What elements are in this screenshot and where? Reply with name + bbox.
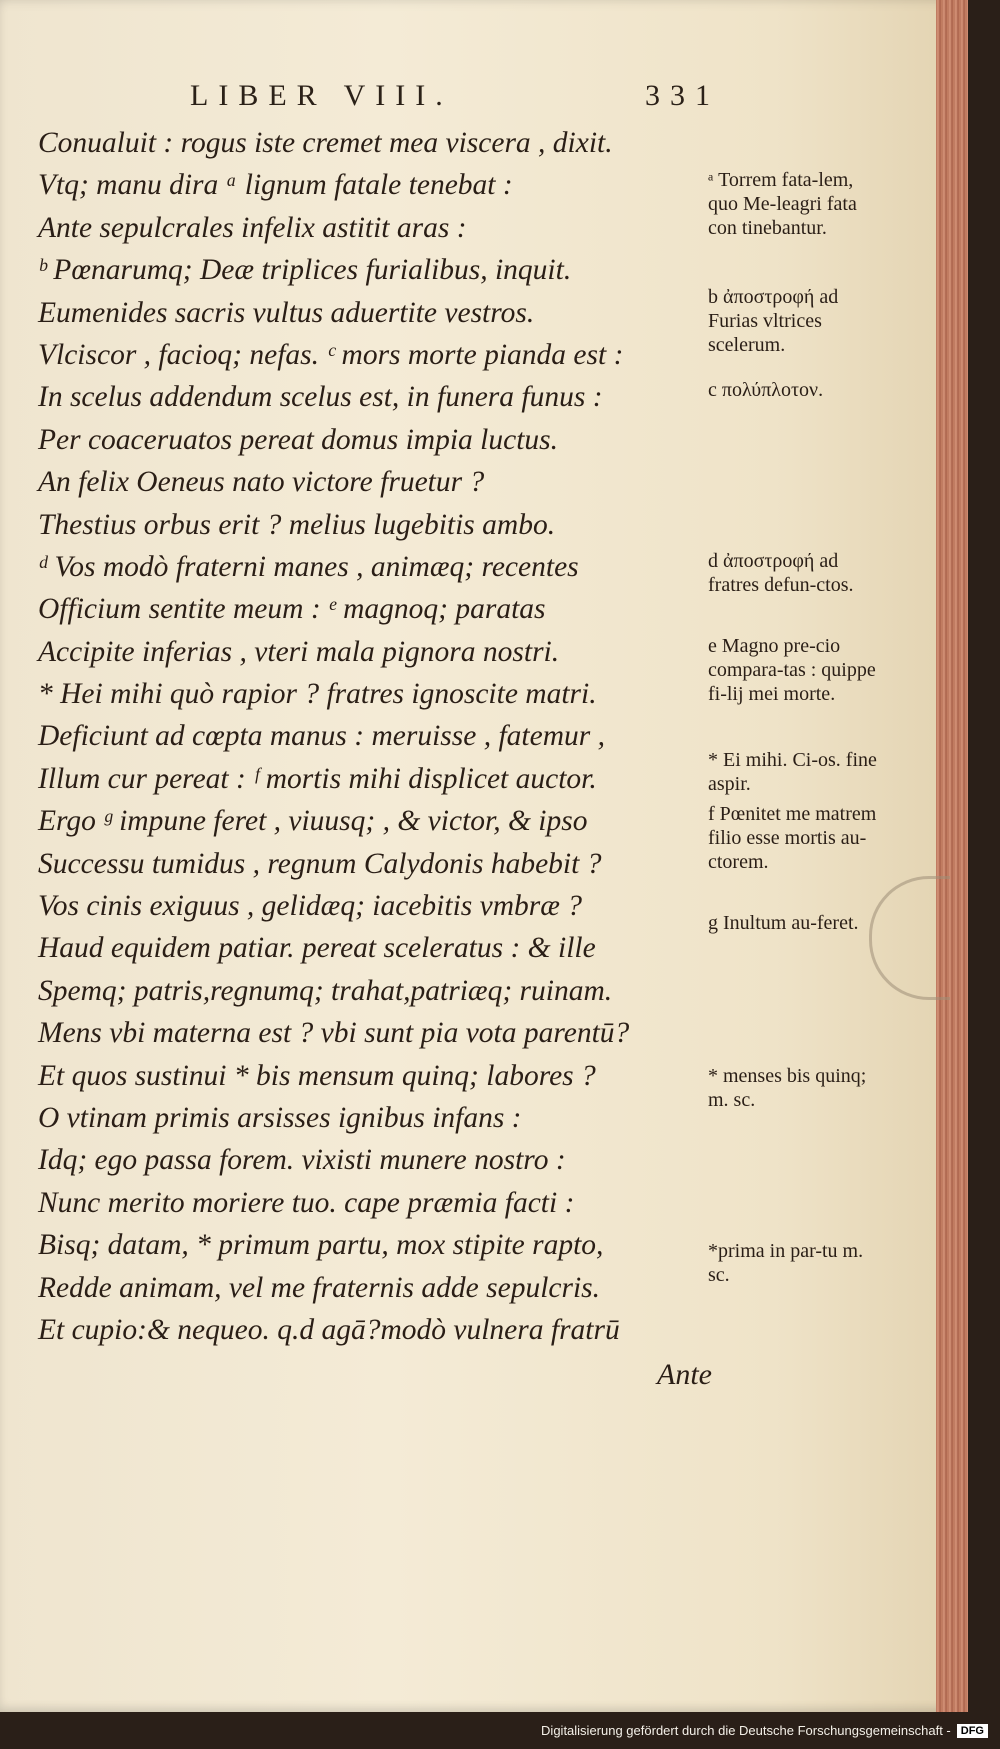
verse-line: Successu tumidus , regnum Calydonis habebit ?	[38, 847, 602, 880]
marginal-note: g Inultum au-feret.	[708, 912, 859, 934]
verse-line: Nunc merito moriere tuo. cape præmia facti :	[38, 1186, 575, 1219]
verse-line: Vos cinis exiguus , gelidæq; iacebitis vmbræ ?	[38, 890, 583, 923]
verse-line: Idq; ego passa forem. vixisti munere nostro :	[38, 1144, 566, 1177]
marginal-note: * menses bis quinq; m. sc.	[708, 1065, 867, 1111]
verse-line: Accipite inferias , vteri mala pignora nostri.	[38, 635, 560, 668]
verse-line: An felix Oeneus nato victore fruetur ?	[38, 466, 485, 499]
marginal-note: e Magno pre-cio compara-tas : quippe fi-lij mei morte.	[708, 635, 876, 705]
verse-line: Ante sepulcrales infelix astitit aras :	[38, 211, 467, 244]
verse-line: Illum cur pereat : ᶠ mortis mihi displicet auctor.	[38, 762, 597, 795]
marginal-note: d ἀποστροφή ad fratres defun-ctos.	[708, 550, 854, 596]
page-edge	[936, 0, 968, 1712]
verse-line: Mens vbi materna est ? vbi sunt pia vota parentū?	[38, 1017, 630, 1050]
verse-line: ᵇ Pœnarumq; Deæ triplices furialibus, inquit.	[38, 254, 572, 287]
footer-bar	[0, 1712, 1000, 1749]
marginal-note: f Pœnitet me matrem filio esse mortis au-ctorem.	[708, 803, 877, 873]
dfg-logo: DFG	[957, 1724, 988, 1738]
footer-credit: Digitalisierung gefördert durch die Deutsche Forschungsgemeinschaft -	[541, 1723, 951, 1738]
verse-line: Et cupio:& nequeo. q.d agā?modò vulnera fratrū	[38, 1313, 620, 1346]
marginal-note: c πολύπλοτον.	[708, 379, 824, 401]
verse-line: Deficiunt ad cœpta manus : meruisse , fatemur ,	[38, 720, 605, 753]
page-clip	[869, 876, 950, 1000]
catchword: Ante	[657, 1358, 712, 1391]
verse-line: Officium sentite meum : ᵉ magnoq; paratas	[38, 593, 546, 626]
verse-line: Spemq; patris,regnumq; trahat,patriæq; ruinam.	[38, 974, 613, 1007]
verse-line: * Hei mihi quò rapior ? fratres ignoscite matri.	[38, 678, 597, 711]
marginal-note: b ἀποστροφή ad Furias vltrices scelerum.	[708, 286, 839, 356]
book-title: LIBER VIII.	[190, 79, 453, 112]
verse-line: Bisq; datam, * primum partu, mox stipite rapto,	[38, 1229, 604, 1262]
verse-line: Haud equidem patiar. pereat sceleratus : & ille	[38, 932, 596, 965]
verse-line: Thestius orbus erit ? melius lugebitis ambo.	[38, 508, 556, 541]
verse-line: Ergo ᵍ impune feret , viuusq; , & victor, & ipso	[38, 805, 588, 838]
verse-line: Et quos sustinui * bis mensum quinq; labores ?	[38, 1059, 596, 1092]
page-number: 331	[645, 79, 720, 112]
verse-line: In scelus addendum scelus est, in funera funus :	[38, 381, 603, 414]
verse-line: Per coaceruatos pereat domus impia luctus.	[38, 423, 558, 456]
marginal-note: * Ei mihi. Ci-os. fine aspir.	[708, 749, 877, 795]
verse-line: O vtinam primis arsisses ignibus infans :	[38, 1101, 522, 1134]
marginal-note: ᵃ Torrem fata-lem, quo Me-leagri fata con tinebantur.	[708, 169, 857, 239]
verse-line: Vlciscor , facioq; nefas. ᶜ mors morte pianda est :	[38, 338, 624, 371]
verse-block	[38, 122, 708, 1351]
marginal-note: *prima in par-tu m. sc.	[708, 1240, 864, 1286]
verse-line: Redde animam, vel me fraternis adde sepulcris.	[38, 1271, 601, 1304]
running-header	[190, 78, 720, 114]
verse-line: Vtq; manu dira ᵃ lignum fatale tenebat :	[38, 169, 513, 202]
verse-line: ᵈ Vos modò fraterni manes , animæq; recentes	[38, 550, 579, 583]
verse-line: Conualuit : rogus iste cremet mea viscera , dixit.	[38, 127, 613, 159]
verse-line: Eumenides sacris vultus aduertite vestros.	[38, 296, 535, 329]
